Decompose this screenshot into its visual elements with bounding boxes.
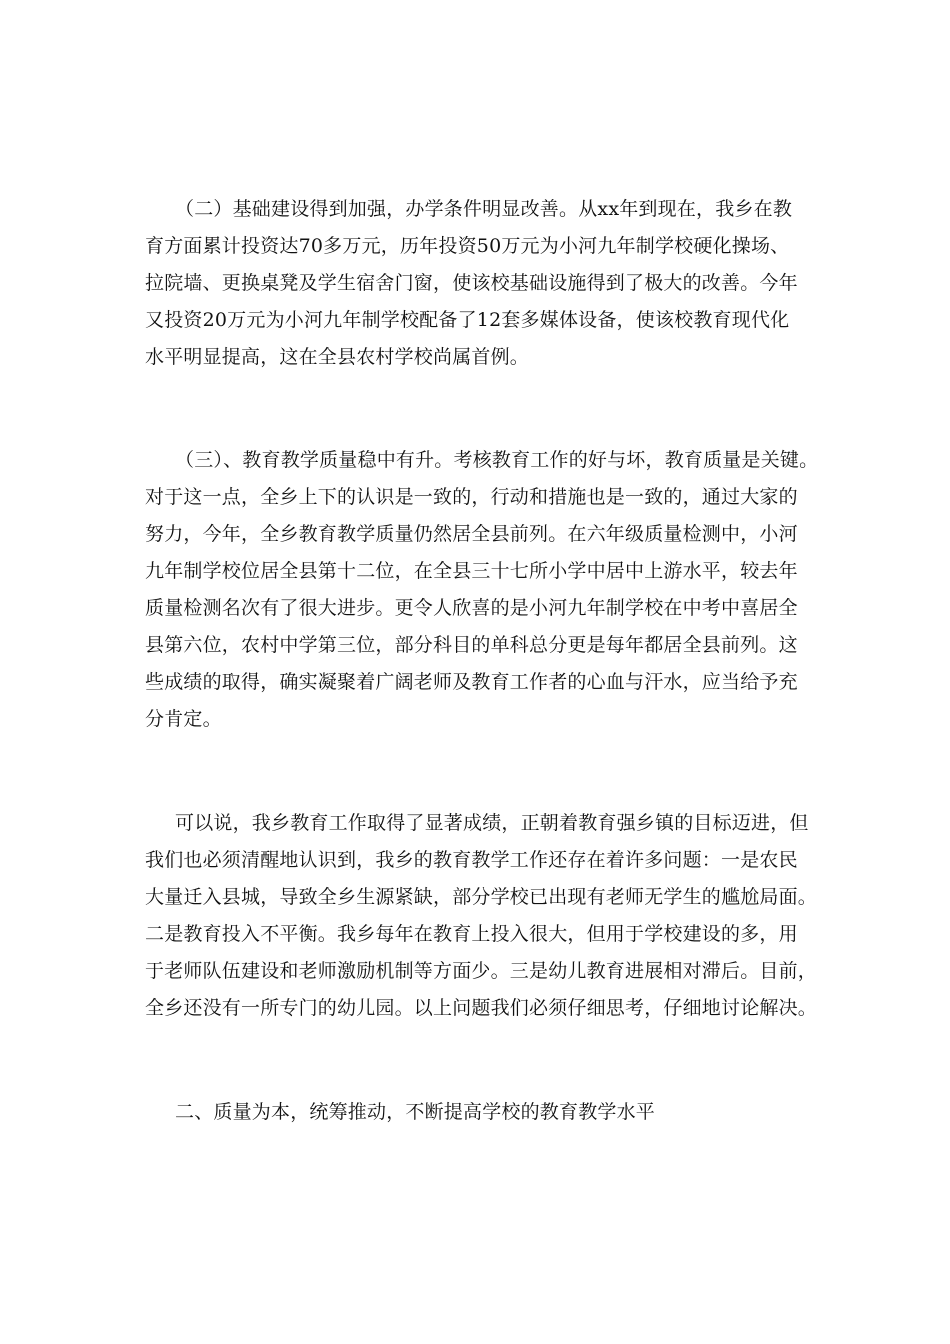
- paragraph-line: 于老师队伍建设和老师激励机制等方面少。三是幼儿教育进展相对滞后。目前，: [145, 960, 818, 982]
- paragraph-line: （三）、教育教学质量稳中有升。考核教育工作的好与坏，教育质量是关键。: [175, 449, 819, 471]
- paragraph-line: 分肯定。: [145, 708, 222, 730]
- paragraph-line: 拉院墙、更换桌凳及学生宿舍门窗，使该校基础设施得到了极大的改善。今年: [145, 272, 798, 294]
- paragraph-line: 大量迁入县城，导致全乡生源紧缺，部分学校已出现有老师无学生的尴尬局面。: [145, 886, 818, 908]
- paragraph-line: 些成绩的取得，确实凝聚着广阔老师及教育工作者的心血与汗水，应当给予充: [145, 671, 798, 693]
- paragraph-line: 质量检测名次有了很大进步。更令人欣喜的是小河九年制学校在中考中喜居全: [145, 597, 798, 619]
- paragraph-line: 县第六位，农村中学第三位，部分科目的单科总分更是每年都居全县前列。这: [145, 634, 798, 656]
- paragraph-line: （二）基础建设得到加强，办学条件明显改善。从xx年到现在，我乡在教: [175, 198, 793, 220]
- paragraph-line: 水平明显提高，这在全县农村学校尚属首例。: [145, 346, 530, 368]
- paragraph-line: 育方面累计投资达70多万元，历年投资50万元为小河九年制学校硬化操场、: [145, 235, 790, 257]
- paragraph-line: 全乡还没有一所专门的幼儿园。以上问题我们必须仔细思考，仔细地讨论解决。: [145, 997, 818, 1019]
- paragraph-line: 九年制学校位居全县第十二位，在全县三十七所小学中居中上游水平，较去年: [145, 560, 798, 582]
- paragraph-line: 二是教育投入不平衡。我乡每年在教育上投入很大，但用于学校建设的多，用: [145, 923, 798, 945]
- paragraph-line: 又投资20万元为小河九年制学校配备了12套多媒体设备，使该校教育现代化: [145, 309, 790, 331]
- paragraph-line: 对于这一点，全乡上下的认识是一致的，行动和措施也是一致的，通过大家的: [145, 486, 798, 508]
- section-heading-line: 二、质量为本，统筹推动，不断提高学校的教育教学水平: [175, 1101, 656, 1123]
- paragraph-line: 我们也必须清醒地认识到，我乡的教育教学工作还存在着许多问题：一是农民: [145, 849, 798, 871]
- paragraph-line: 努力，今年，全乡教育教学质量仍然居全县前列。在六年级质量检测中，小河: [145, 523, 798, 545]
- paragraph-line: 可以说，我乡教育工作取得了显著成绩，正朝着教育强乡镇的目标迈进，但: [175, 812, 809, 834]
